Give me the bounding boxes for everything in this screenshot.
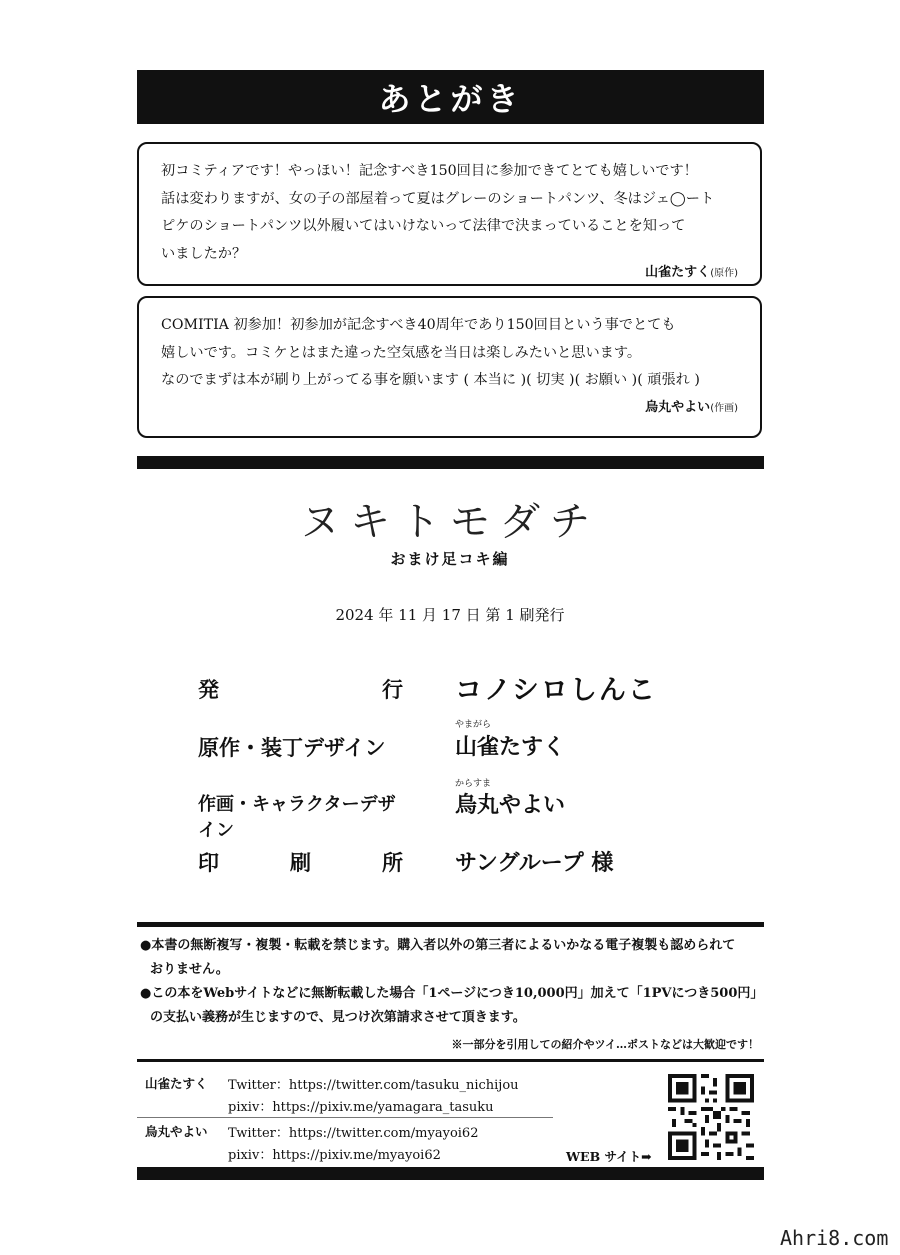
publish-date: 2024 年 11 月 17 日 第 1 刷発行 xyxy=(335,606,565,624)
contact-pixiv-link[interactable]: pixiv：https://pixiv.me/myayoi62 xyxy=(228,1148,441,1163)
credit-label-printer xyxy=(198,847,403,877)
credit-label-publisher xyxy=(198,674,403,704)
legal-notice xyxy=(140,934,765,1030)
contacts-top-rule xyxy=(137,1059,764,1062)
label-char: 刷 xyxy=(290,851,311,875)
website-qr-code[interactable] xyxy=(668,1074,754,1160)
credit-value-original: 山雀たすく xyxy=(455,735,566,760)
note-line: ピケのショートパンツ以外履いてはいけないって法律で決まっていることを知って xyxy=(161,218,686,234)
colophon-bottom-divider xyxy=(137,1167,764,1180)
legal-line: ●この本をWebサイトなどに無断転載した場合「1ページにつき10,000円」加えて「1PVにつき500円」 xyxy=(140,986,764,1001)
credit-ruby: からすま xyxy=(455,779,492,789)
credit-ruby: やまがら xyxy=(455,720,492,730)
contact-twitter-link[interactable]: Twitter：https://twitter.com/tasuku_nichijou xyxy=(228,1078,519,1093)
website-label: WEB サイト➡ xyxy=(566,1149,652,1164)
book-logo: ヌキトモダチ xyxy=(300,499,600,545)
note-role: (原作) xyxy=(710,268,738,279)
afterword-note-tasuku xyxy=(137,142,762,286)
note-line: 嬉しいです。コミケとはまた違った空気感を当日は楽しみたいと思います。 xyxy=(161,344,642,361)
legal-line: おりません。 xyxy=(150,962,229,977)
note-author: 山雀たすく xyxy=(645,265,711,280)
note-signature xyxy=(161,399,738,418)
watermark: Ahri8.com xyxy=(780,1226,889,1250)
label-char: 発 xyxy=(198,678,219,702)
label-char: 印 xyxy=(198,851,219,875)
legal-top-rule xyxy=(137,922,764,927)
contact-separator xyxy=(137,1117,553,1118)
legal-line: の支払い義務が生じますので、見つけ次第請求させて頂きます。 xyxy=(150,1010,526,1025)
label-char: 行 xyxy=(382,678,403,702)
legal-line: ●本書の無断複写・複製・転載を禁じます。購入者以外の第三者によるいかなる電子複製も認められて xyxy=(140,938,736,953)
credit-value-artist: 烏丸やよい xyxy=(455,793,566,818)
colophon-top-divider xyxy=(137,456,764,469)
credit-label-design: 原作・装丁デザイン xyxy=(198,736,386,760)
contact-pixiv-link[interactable]: pixiv：https://pixiv.me/yamagara_tasuku xyxy=(228,1100,494,1115)
note-line: COMITIA 初参加！初参加が記念すべき40周年であり150回目という事でとても xyxy=(161,317,676,333)
note-role: (作画) xyxy=(710,402,738,414)
quote-welcome-note: ※一部分を引用しての紹介やツイ…ポストなどは大歓迎です！ xyxy=(451,1038,759,1051)
book-subtitle: おまけ足コキ編 xyxy=(390,550,510,568)
credit-value-publisher: コノシロしんこ xyxy=(455,675,657,706)
note-line: 話は変わりますが、女の子の部屋着って夏はグレーのショートパンツ、冬はジェ◯ート xyxy=(161,190,715,207)
afterword-note-yayoi xyxy=(137,296,762,438)
contact-twitter-link[interactable]: Twitter：https://twitter.com/myayoi62 xyxy=(228,1126,479,1141)
label-char: 所 xyxy=(382,851,403,875)
note-line: 初コミティアです！やっほい！記念すべき150回目に参加できてとても嬉しいです！ xyxy=(161,163,698,179)
contact-name: 山雀たすく xyxy=(145,1076,208,1091)
note-line: いましたか？ xyxy=(161,245,247,262)
credit-value-printer: サングループ 様 xyxy=(455,851,614,876)
note-author: 烏丸やよい xyxy=(645,399,711,415)
contact-name: 烏丸やよい xyxy=(145,1124,208,1139)
afterword-title: あとがき xyxy=(137,70,764,124)
credit-label-art: 作画・キャラクターデザイン xyxy=(198,794,396,841)
note-line: なのでまずは本が刷り上がってる事を願います ( 本当に )( 切実 )( お願い )( 頑張れ ) xyxy=(161,372,700,388)
note-signature xyxy=(161,264,738,283)
